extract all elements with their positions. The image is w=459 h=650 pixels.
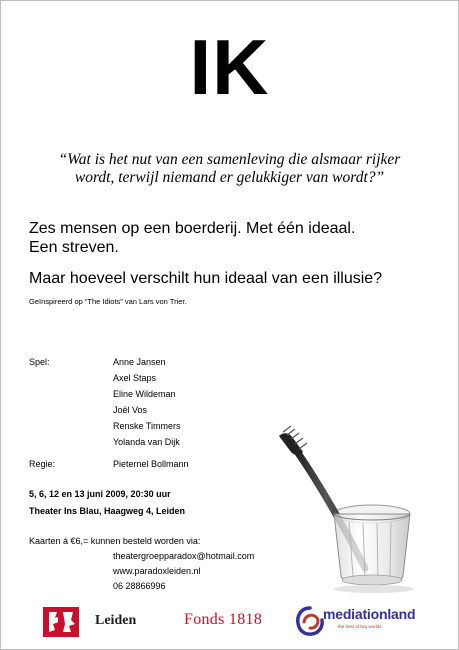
quote: [31, 151, 428, 187]
cast-list: [113, 357, 181, 453]
regie-name: Pieternel Bollmann: [113, 459, 189, 469]
quote-line-2: wordt, terwijl niemand er gelukkiger van wordt?”: [74, 169, 385, 186]
regie-label: Regie:: [29, 459, 56, 469]
lead-line-2: Een streven.: [29, 239, 119, 256]
cast-member: Yolanda van Dijk: [113, 437, 180, 447]
mediationland-tagline: the best of two worlds: [338, 624, 382, 629]
contact-website: www.paradoxleiden.nl: [113, 566, 201, 576]
cast-member: Anne Jansen: [113, 357, 166, 367]
cast-member: Eline Wildeman: [113, 389, 176, 399]
question-text: Maar hoeveel verschilt hun ideaal van een illusie?: [29, 270, 383, 287]
toothbrush-in-glass-icon: [269, 426, 429, 596]
quote-line-1: “Wat is het nut van een samenleving die alsmaar rijker: [58, 151, 401, 168]
cast-member: Joël Vos: [113, 405, 148, 415]
cast-label: Spel:: [29, 357, 50, 367]
leiden-shield-icon: [41, 604, 81, 640]
performance-dates: 5, 6, 12 en 13 juni 2009, 20:30 uur: [29, 489, 171, 499]
lead-line-1: Zes mensen op een boerderij. Met één ideaal.: [29, 220, 356, 237]
contact-email: theatergroepparadox@hotmail.com: [113, 551, 255, 561]
tickets-info: Kaarten á €6,= kunnen besteld worden via:: [29, 536, 201, 546]
inspired-note: Geïnspireerd op “The Idiots” van Lars von Trier.: [29, 297, 187, 306]
leiden-logo-text: Leiden: [95, 613, 137, 628]
cast-member: Renske Timmers: [113, 421, 181, 431]
mediationland-logo-text: mediationland: [323, 606, 416, 622]
poster-title: IK: [189, 23, 270, 111]
contact-phone: 06 28866996: [113, 581, 166, 591]
lead-text: [29, 219, 449, 257]
venue-address: Theater Ins Blau, Haagweg 4, Leiden: [29, 506, 186, 516]
cast-member: Axel Staps: [113, 373, 157, 383]
mediationland-swirl-icon: [295, 605, 325, 637]
fonds-1818-logo-text: Fonds 1818: [184, 611, 263, 628]
